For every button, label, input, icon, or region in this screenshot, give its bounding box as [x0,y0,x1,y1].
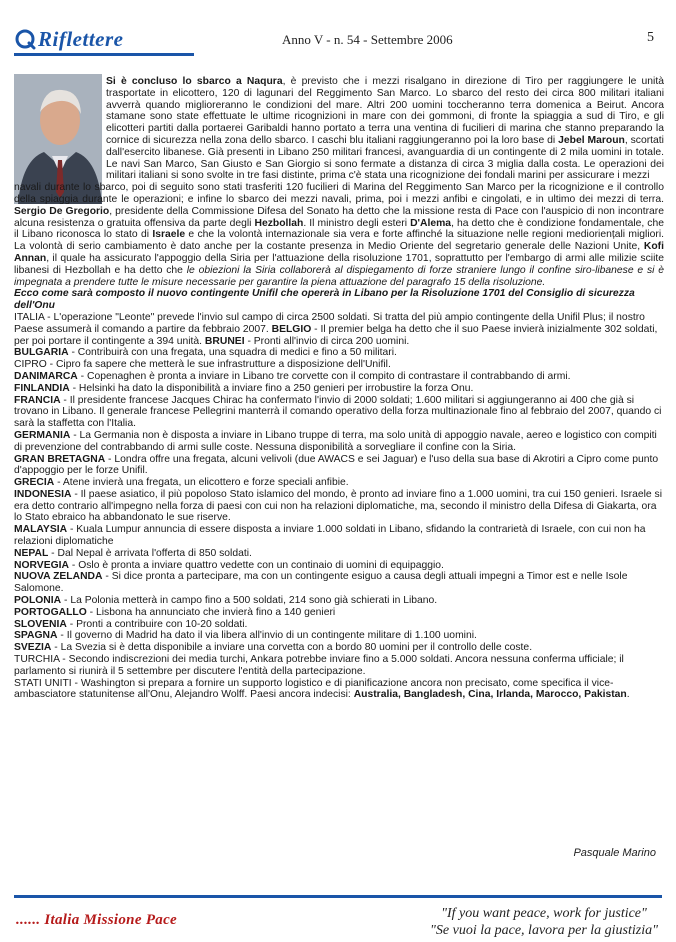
country-name: NEPAL [14,547,49,559]
country-description: - Lisbona ha annunciato che invierà fino a 140 genieri [86,606,336,618]
logo-text: Riflettere [38,26,124,51]
country-description: - Contribuirà con una fregata, una squadra di medici e fino a 50 militari. [68,347,397,359]
country-description: - Dal Nepal è arrivata l'offerta di 850 soldati. [48,547,252,559]
country-entry [14,395,664,430]
logo-icon [14,28,36,50]
highlighted-name: Sergio De Gregorio [14,205,110,217]
highlighted-name: BRUNEI [204,335,245,347]
country-name: SVEZIA [14,642,52,654]
quote-english: "If you want peace, work for justice" [441,906,647,921]
country-entry [14,654,664,678]
body-paragraph [14,182,664,288]
country-description: - Secondo indiscrezioni dei media turchi, Ankara potrebbe inviare fino a 5.000 soldati. Ancora nessuna conferma ufficiale; il parlamento si riunirà il 5 settembre per discutere l'entità della partecipazione. [14,654,624,677]
country-name: PORTOGALLO [14,606,87,618]
footer-rule [14,895,662,898]
country-entry [14,359,664,371]
country-description: - Cipro fa sapere che metterà le sue infrastrutture a disposizione dell'Unifil. [46,359,391,371]
country-name: CIPRO [14,359,47,371]
country-description: - Helsinki ha dato la disponibilità a inviare fino a 250 genieri per irrobustire la forza Onu. [69,382,474,394]
quote-italian: "Se vuoi la pace, lavora per la giustizia" [430,923,658,938]
country-description: - Pronti a contribuire con 10-20 soldati. [66,618,248,630]
country-name: SLOVENIA [14,618,67,630]
country-entry [14,642,664,654]
country-entry [14,371,664,383]
country-entry [14,619,664,631]
highlighted-name: Kofi Annan [14,241,664,264]
issue-info: Anno V - n. 54 - Settembre 2006 [282,32,453,47]
country-name: INDONESIA [14,488,72,500]
article-body [14,76,664,701]
country-description: - La Germania non è disposta a inviare in Libano truppe di terra, ma solo unità di appoggio navale, aereo e logistico con compiti di prevenzione del contrabbando di armi sulle coste. Nessuna disponibilità a sorvegliare il confine con la Siria. [14,429,657,453]
text-run: , ha detto che è condizione fondamentale, che il Libano riconosca lo stato di [14,217,664,241]
country-name: GRAN BRETAGNA [14,453,106,465]
country-entry [14,454,664,478]
highlighted-name: Si è concluso lo sbarco a Naqura [106,76,283,87]
text-run: - Pronti all'invio di circa 200 uomini. [244,335,410,347]
text-run: navali durante lo sbarco, poi di seguito sono stati trasferiti 120 fucilieri di Marina del Reggimento San Marco per la ricognizione e il controllo della spiaggia durante le operazioni; e infine lo sbarco dei mezzi navali, prima, poi i mezzi anfibi e cingolati, e in ultimo dei mezzi di terra. [14,182,664,205]
logo-underline [14,53,194,56]
country-name: BULGARIA [14,347,69,359]
country-name: NORVEGIA [14,559,69,571]
text-run: e che la volontà internazionale sia vera e forte affinché la situazione nelle regioni medioriențali migliori. La volontà di serio cambiamento è dato anche per la costante presenza in Medio Oriente del segretario generale delle Nazioni Unite, [14,229,664,253]
highlighted-name: Jebel Maroun [558,134,625,146]
text-run: , è previsto che i mezzi risalgano in direzione di Tiro per raggiungere le unità trasportate in elicottero, 120 di lagunari del Reggimento San Marco. Lo sbarco del resto dei circa 800 militari italiani avverrà quando miglioreranno le condizioni del mare. Altri 200 uomini toccheranno terra domenica a Beirut. Ancora stamane sono state effettuate le ultime ricognizioni in mare con dei gommoni, di fronte la spiaggia a sud di Tiro, e gli elicotteri partiti dalla portaerei Garibaldi hanno portato a terra una ventina di fucilieri di marina che stanno preparando la cornice di sicurezza nella zona dello sbarco. I caschi blu italiani raggiungeranno poi la loro base di [106,76,664,146]
country-description: - Si dice pronta a partecipare, ma con un contingente esiguo a causa degli attuali impegni a Timor est e nelle Isole Salomone. [14,571,628,595]
highlighted-name: Israele [152,229,186,241]
country-name: SPAGNA [14,630,58,642]
highlighted-name: Hezbollah [254,217,304,229]
text-run: . Il ministro degli esteri [303,217,411,229]
country-entry [14,678,664,702]
country-entry [14,607,664,619]
country-description: - Atene invierà una fregata, un elicottero e forze speciali anfibie. [54,477,349,489]
highlighted-name: Australia, Bangladesh, Cina, Irlanda, Marocco, Pakistan [353,689,627,701]
highlighted-name: D'Alema [410,217,452,229]
country-name: FRANCIA [14,394,61,406]
country-name: FINLANDIA [14,382,70,394]
country-entry [14,548,664,560]
country-name: MALAYSIA [14,524,68,536]
country-entry [14,630,664,642]
country-entry [14,489,664,524]
highlighted-name: BELGIO [271,323,312,335]
footer-quote [430,905,658,939]
country-entry [14,571,664,595]
country-name: GERMANIA [14,429,71,441]
page-footer [0,895,676,942]
country-name: DANIMARCA [14,370,78,382]
country-name: GRECIA [14,477,55,489]
text-run: , il quale ha assicurato l'appoggio della Siria per l'attuazione della risoluzione 1701, soprattutto per l'embargo di armi alle milizie sciite libanesi di Hezbollah e ha detto che [14,252,664,276]
country-description: - La Polonia metterà in campo fino a 500 soldati, 214 sono già schierati in Libano. [61,595,438,607]
country-entry [14,595,664,607]
country-description: - Oslo è pronta a inviare quattro vedette con un continaio di uomini di equipaggio. [69,559,444,571]
country-entry [14,312,664,347]
section-subheading: Ecco come sarà composto il nuovo contingente Unifil che opererà in Libano per la Risoluzione 1701 del Consiglio di sicurezza dell'Onu [14,288,635,312]
country-description: - Il presidente francese Jacques Chirac ha confermato l'invio di 2000 soldati; 1.600 militari si aggiungeranno ai 400 che già si trovano in Libano. Il generale francese Pellegrini manterrà il comando operativo della forza multinazionale fino al febbraio del 2007, quando ci sarà la staffetta con l'Italia. [14,394,662,430]
country-entry [14,524,664,548]
footer-slogan: ...... Italia Missione Pace [16,912,178,928]
country-description: - L'operazione "Leonte" prevede l'invio sul campo di circa 2500 soldati. Si tratta del più ampio contingente della Unifil Plus; il nostro Paese assumerà il comando a partire da febbraio 2007. [14,311,645,335]
country-entry [14,477,664,489]
country-name: TURCHIA [14,654,60,666]
text-run: - Il premier belga ha detto che il suo Paese invierà inizialmente 302 soldati, per poi portare il contingente a 394 unità. [14,323,658,347]
page-number: 5 [647,30,654,45]
text-run: le obiezioni la Siria collaborerà al dispiegamento di forze straniere lungo il confine siro-libanese e si è impegnata a prendere tutte le misure necessarie per garantire la piena attuazione del paragrafo 15 della risoluzione. [14,264,665,288]
country-entry [14,347,664,359]
country-name: STATI UNITI [14,677,72,689]
country-list [14,312,664,701]
country-entry [14,560,664,572]
country-description: - Kuala Lumpur annuncia di essere disposta a inviare 1.000 soldati in Libano, sfidando la contrarietà di Israele, con cui non ha relazioni diplomatiche [14,524,646,548]
text-run: . [626,689,630,701]
country-name: POLONIA [14,595,62,607]
country-entry [14,383,664,395]
country-description: - Londra offre una fregata, alcuni velivoli (due AWACS e sei Jaguar) e l'uso della sua base di Akrotiri a Cipro come punto d'appoggio per le forze Unifil. [14,453,659,477]
country-description: - La Svezia si è detta disponibile a inviare una corvetta con a bordo 80 uomini per il controllo delle coste. [51,642,533,654]
logo [14,26,123,52]
text-run: , presidente della Commissione Difesa del Sonato ha detto che la missione resta di Pace con l'auspicio di non incontrare alcuna resistenza o gratuita offensiva da parte degli [14,205,665,229]
country-description: - Il paese asiatico, il più popoloso Stato islamico del mondo, è pronto ad inviare fino a 1.000 uomini, tra cui 150 genieri. Israele si era detto contrario all'impegno nella forza di paesi con cui non ha relazioni diplomatiche, ma, secondo il ministro della Difesa di Giakarta, ora lo Stato ebraico ha abbandonato le sue riserve. [14,488,662,524]
text-run: , scortati dall'esercito libanese. Già presenti in Libano 250 militari francesi, avanguardia di un contingente di 2 mila uomini in totale. Le navi San Marco, San Giusto e San Giorgio si sono fermate a distanza di circa 3 miglia dalla costa. Le operazioni dei militari italiani si sono svolte in tre fasi distinte, prima c'è stata una ricognizione dei fondali marini per assicurare i mezzi [106,134,664,182]
author-signature: Pasquale Marino [573,847,656,859]
page-header [14,26,658,56]
country-description: - Il governo di Madrid ha dato il via libera all'invio di un contingente militare di 1.100 uomini. [57,630,477,642]
country-name: ITALIA [14,311,45,323]
country-entry [14,430,664,454]
country-description: - Washington si prepara a fornire un supporto logistico e di pianificazione ancora non precisato, come specifica il vice-ambasciatore statunitense all'Onu, Alejandro Wolff. Paesi ancora indecisi: [14,677,614,701]
country-name: NUOVA ZELANDA [14,571,103,583]
country-description: - Copenaghen è pronta a inviare in Libano tre corvette con il compito di contrastare il contrabbando di armi. [77,370,571,382]
lead-paragraph [106,76,664,182]
